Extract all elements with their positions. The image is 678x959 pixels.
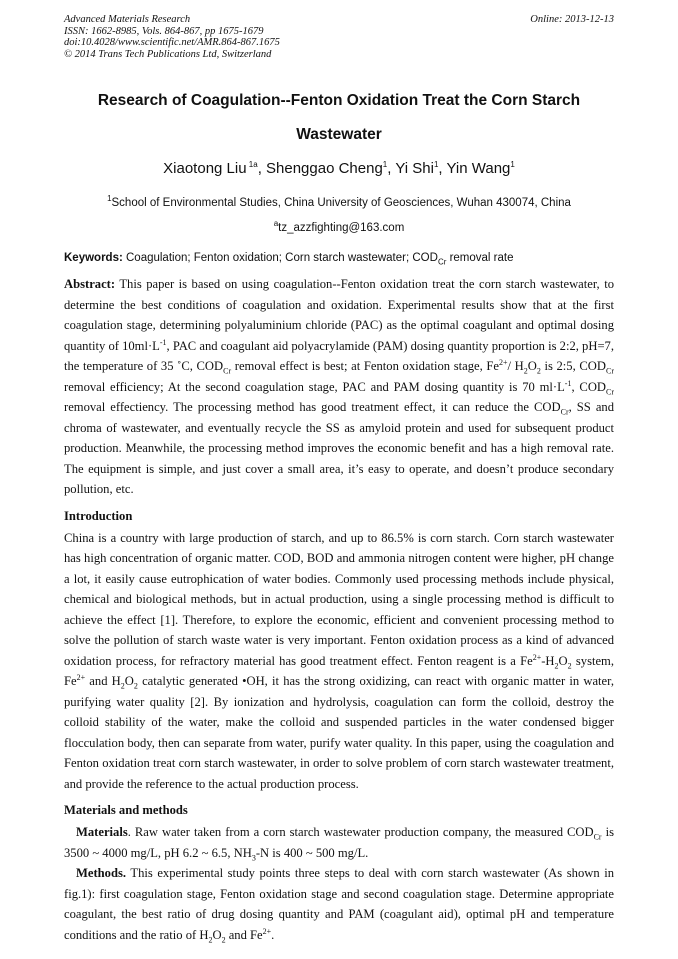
- affiliation-text: School of Environmental Studies, China University of Geosciences, Wuhan 430074, China: [111, 197, 571, 209]
- keywords-tail: removal rate: [446, 252, 514, 264]
- text-run: 2: [208, 935, 213, 945]
- paragraph: [64, 863, 614, 945]
- online-date: Online: 2013-12-13: [530, 14, 614, 25]
- text-run: 2: [133, 681, 138, 691]
- text-run: 2: [536, 366, 541, 376]
- authors: [0, 160, 678, 177]
- text-run: catalytic generated •OH, it has the strong oxidizing, can react with organic matter in water, purifying water quality [2]. By ionization and hydrolysis, coagulation can form the colloid, destroy the colloid stability of the water, make the colloid and suspended particles in the water condensed bigger flocculation body, then can separate from water, purify water quality. In this paper, using the coagulation and Fenton oxidation treat corn starch wastewater, in order to solve problem of corn starch wastewater treatment, and provide the reference to the actual production process.: [64, 674, 614, 791]
- keywords-sub: Cr: [437, 257, 447, 267]
- text-run: / H: [507, 359, 524, 373]
- doi: doi:10.4028/www.scientific.net/AMR.864-867.1675: [64, 37, 280, 49]
- keywords-label: Keywords:: [64, 252, 123, 264]
- email-text[interactable]: tz_azzfighting@163.com: [278, 222, 405, 234]
- text-run: system, Fe: [64, 653, 614, 688]
- text-run: . Raw water taken from a corn starch wastewater production company, the measured COD: [127, 825, 594, 839]
- keywords: [64, 252, 624, 267]
- text-run: O: [212, 927, 222, 942]
- email-mark: a: [273, 219, 279, 229]
- text-run: Cr: [593, 832, 602, 842]
- text-run: removal effectiency. The processing method has good treatment effect, it can reduce the COD: [64, 400, 561, 414]
- text-run: O: [527, 359, 537, 373]
- journal-name: Advanced Materials Research: [64, 14, 191, 25]
- author: , Yin Wang: [438, 160, 511, 177]
- text-run: 2: [221, 935, 226, 945]
- text-run: China is a country with large production of starch, and up to 86.5% is corn starch. Corn starch wastewater has high concentration of organic matter. COD, BOD and ammonia nitrogen content were higher, pH change a lot, it easily cause eutrophication of water bodies. Commonly used processing methods include physical, chemical and biological methods, but in actual production, using a single processing method is difficult to achieve the effect [1]. Therefore, to explore the economic, efficient and convenient processing method to solve the pollution of starch waste water is very important. Fenton oxidation process as a kind of advanced oxidation process, for refractory material has good treatment effect. Fenton reagent is a Fe: [64, 530, 614, 668]
- paper-body: [64, 274, 614, 945]
- text-run: 2+: [76, 672, 86, 682]
- text-run: 2: [567, 661, 572, 671]
- text-run: Cr: [560, 407, 569, 417]
- email: [0, 219, 678, 234]
- affiliation-mark: 1: [107, 194, 112, 204]
- paragraph: [64, 528, 614, 795]
- section-heading: Materials and methods: [64, 803, 188, 817]
- text-run: -1: [564, 378, 572, 388]
- author: Xiaotong Liu: [163, 160, 247, 177]
- author: , Yi Shi: [387, 160, 434, 177]
- paragraph: [64, 274, 614, 500]
- text-run: 2+: [262, 926, 272, 936]
- text-run: 2+: [532, 652, 542, 662]
- text-run: and H: [85, 674, 121, 688]
- text-run: Methods.: [76, 866, 127, 880]
- issn: ISSN: 1662-8985, Vols. 864-867, pp 1675-1679: [64, 25, 264, 37]
- copyright: © 2014 Trans Tech Publications Ltd, Switzerland: [64, 48, 272, 60]
- text-run: Cr: [223, 366, 232, 376]
- text-run: Cr: [605, 366, 614, 376]
- paper-title-line2: Wastewater: [296, 126, 382, 143]
- text-run: removal efficiency; At the second coagulation stage, PAC and PAM dosing quantity is 70 ml·L: [64, 379, 565, 394]
- author: , Shenggao Cheng: [257, 160, 383, 177]
- paper-title-line1: Research of Coagulation--Fenton Oxidation Treat the Corn Starch: [97, 92, 581, 109]
- text-run: O: [124, 674, 134, 688]
- text-run: -N is 400 ~ 500 mg/L.: [255, 845, 369, 860]
- text-run: 2: [523, 366, 528, 376]
- keywords-text: Coagulation; Fenton oxidation; Corn starch wastewater; COD: [122, 252, 438, 264]
- text-run: removal effect is best; at Fenton oxidation stage, Fe: [231, 359, 499, 373]
- text-run: .: [271, 927, 275, 942]
- paragraph: [64, 822, 614, 863]
- text-run: -1: [159, 337, 167, 347]
- text-run: 3: [251, 853, 256, 863]
- text-run: This paper is based on using coagulation--Fenton oxidation treat the corn starch wastewater, to determine the best conditions of coagulation and oxidation. Experimental results show that at the first coagulation stage, determining polyaluminium chloride (PAC) as the optimal coagulant and optimal dosing quantity of 10ml·L: [64, 277, 614, 353]
- text-run: , SS and chroma of wastewater, and eventually recycle the SS as amyloid protein and used for subsequent product production. Meanwhile, the processing method improves the economic benefit and has a high removal rate. The equipment is simple, and just cover a small area, it’s easy to operate, and doesn’t produce secondary pollution, etc.: [64, 400, 614, 496]
- author-mark: 1: [510, 160, 515, 169]
- affiliation: [0, 194, 678, 209]
- section-heading: Introduction: [64, 508, 133, 523]
- text-run: 2+: [498, 357, 508, 367]
- author-mark: 1a: [246, 160, 258, 169]
- text-run: , PAC and coagulant aid polyacrylamide (PAM) dosing quantity proportion is 2:2, pH=7, the temperature of 35 ˚C, COD: [64, 338, 614, 373]
- author-mark: 1: [382, 160, 388, 169]
- text-run: is 2:5, COD: [540, 359, 606, 373]
- text-run: is 3500 ~ 4000 mg/L, pH 6.2 ~ 6.5, NH: [64, 825, 614, 860]
- journal-header: [64, 14, 280, 60]
- author-mark: 1: [433, 160, 439, 169]
- text-run: Abstract:: [64, 277, 116, 291]
- text-run: -H: [541, 653, 555, 668]
- text-run: This experimental study points three steps to deal with corn starch wastewater (As shown in fig.1): first coagulation stage, Fenton oxidation stage and second coagulation stage. Determine appropriate coagulant, the best ratio of drug dosing quantity and PAM (coagulant aid), optimal pH and temperature conditions and the ratio of H: [64, 866, 614, 942]
- text-run: 2: [120, 681, 125, 691]
- text-run: 2: [554, 661, 559, 671]
- text-run: O: [558, 653, 568, 668]
- text-run: Materials: [76, 825, 128, 839]
- text-run: and Fe: [225, 927, 263, 942]
- text-run: Cr: [606, 387, 615, 397]
- text-run: , COD: [571, 379, 607, 394]
